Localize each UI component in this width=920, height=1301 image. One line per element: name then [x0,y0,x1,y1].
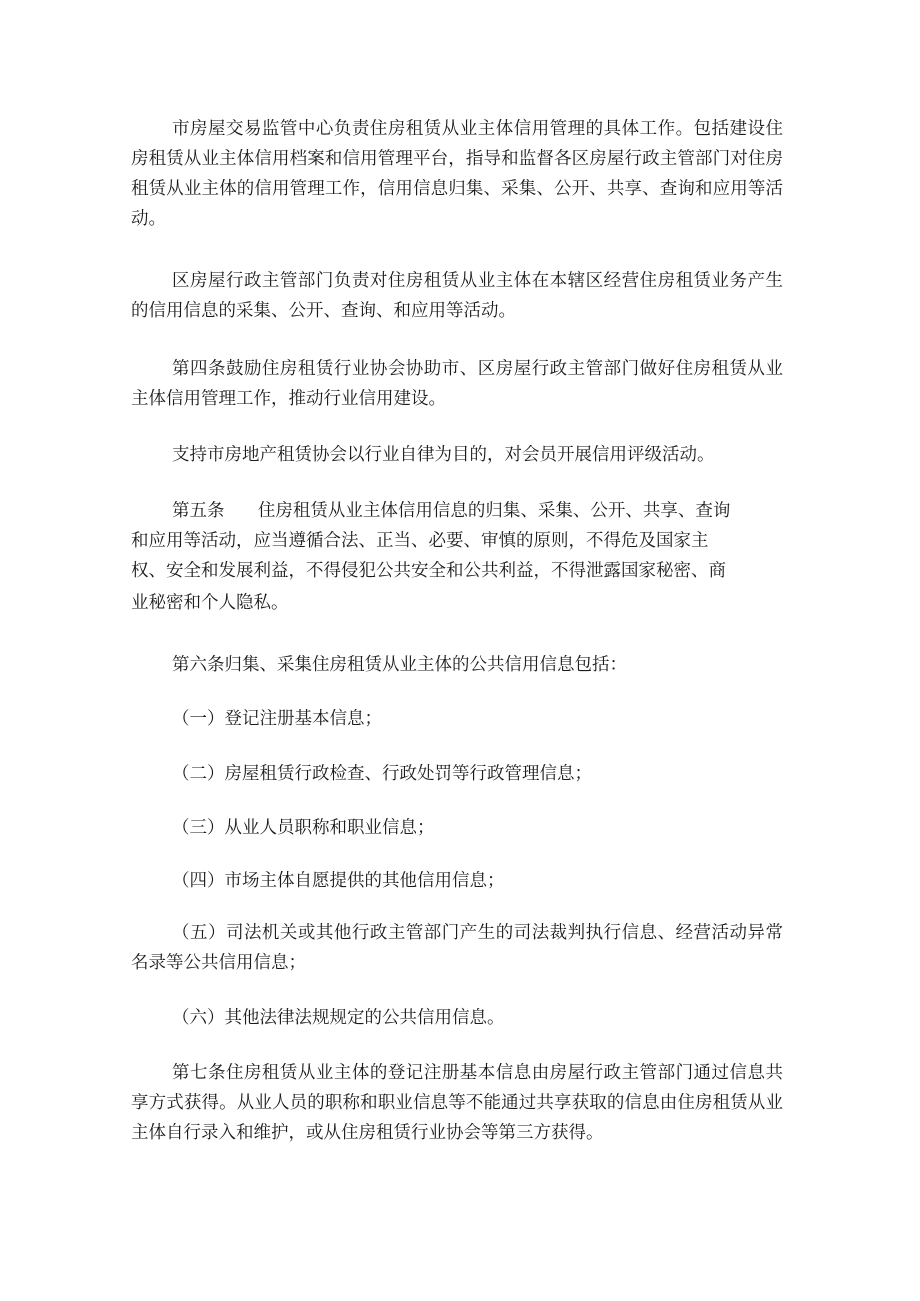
article-6-intro: 第六条归集、采集住房租赁从业主体的公共信用信息包括： [172,655,627,675]
list-item: （六）其他法律法规规定的公共信用信息。 [172,1008,505,1028]
paragraph-article-4: 第四条鼓励住房租赁行业协会协助市、区房屋行政主管部门做好住房租赁从业主体信用管理工作，推动行业信用建设。 [131,359,783,409]
article-5-line-2: 和应用等活动，应当遵循合法、正当、必要、审慎的原则，不得危及国家主 [131,531,709,551]
article-5-line-1: 第五条 住房租赁从业主体信用信息的归集、采集、公开、共享、查询 [172,501,731,521]
paragraph-district-duties: 区房屋行政主管部门负责对住房租赁从业主体在本辖区经营住房租赁业务产生的信用信息的采集、公开、查询、和应用等活动。 [131,271,783,321]
article-5-line-3: 权、安全和发展利益，不得侵犯公共安全和公共利益，不得泄露国家秘密、商 [131,561,726,581]
paragraph-city-center-duties: 市房屋交易监管中心负责住房租赁从业主体信用管理的具体工作。包括建设住房租赁从业主体信用档案和信用管理平台，指导和监督各区房屋行政主管部门对住房租赁从业主体的信用管理工作，信用信息归集、采集、公开、共享、查询和应用等活动。 [131,119,783,229]
article-5-line-4: 业秘密和个人隐私。 [131,593,289,613]
list-item: （二）房屋租赁行政检查、行政处罚等行政管理信息； [172,764,592,784]
list-item: （三）从业人员职称和职业信息； [172,818,435,838]
list-item: （四）市场主体自愿提供的其他信用信息； [172,871,505,891]
paragraph-rating-support: 支持市房地产租赁协会以行业自律为目的，对会员开展信用评级活动。 [172,445,715,465]
list-item: （一）登记注册基本信息； [172,709,382,729]
list-item: （五）司法机关或其他行政主管部门产生的司法裁判执行信息、经营活动异常名录等公共信用信息； [131,923,783,973]
paragraph-article-7: 第七条住房租赁从业主体的登记注册基本信息由房屋行政主管部门通过信息共享方式获得。从业人员的职称和职业信息等不能通过共享获取的信息由住房租赁从业主体自行录入和维护，或从住房租赁行业协会等第三方获得。 [131,1063,783,1143]
